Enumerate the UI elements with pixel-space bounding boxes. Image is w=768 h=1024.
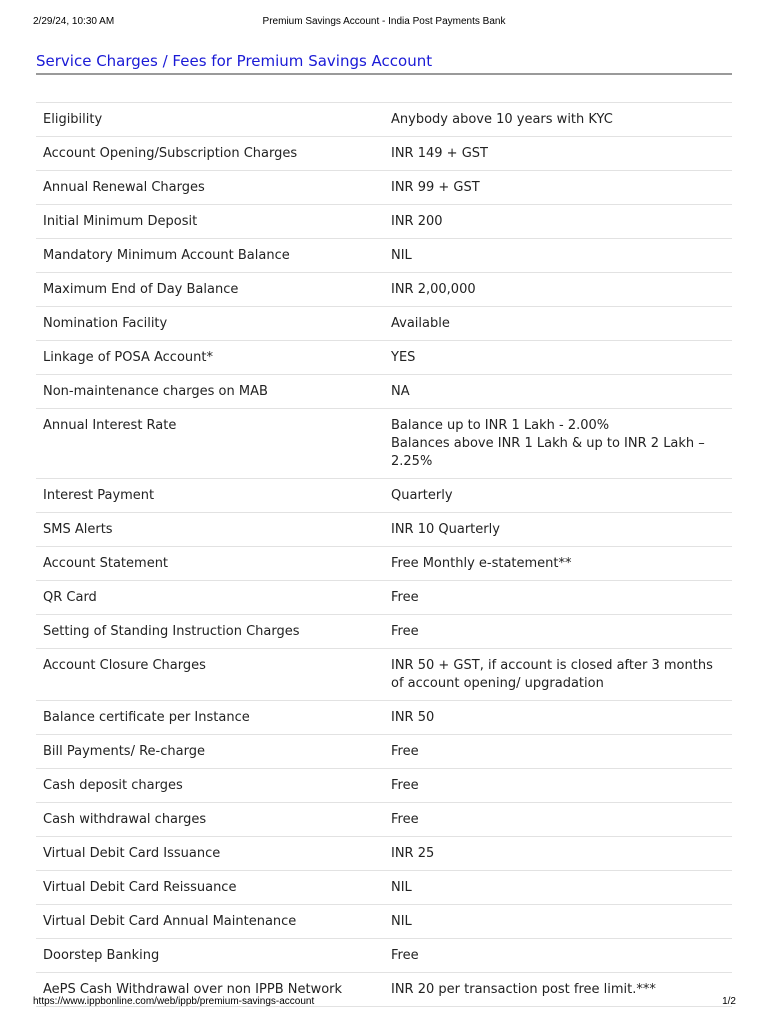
row-value-line: INR 200 [391, 214, 443, 229]
row-value-line: INR 50 [391, 710, 435, 725]
row-value-line: Balance up to INR 1 Lakh - 2.00% [391, 418, 610, 433]
row-value-line: Anybody above 10 years with KYC [391, 112, 613, 127]
row-value [384, 103, 732, 137]
row-value [384, 649, 732, 701]
row-label: Nomination Facility [36, 307, 384, 341]
row-value-line: Free [391, 744, 419, 759]
row-value-line: NIL [391, 248, 412, 263]
row-label: AePS Cash Withdrawal over non IPPB Network [36, 973, 384, 1007]
table-row [36, 409, 732, 479]
table-row [36, 701, 732, 735]
row-value [384, 137, 732, 171]
row-label: Eligibility [36, 103, 384, 137]
table-row [36, 803, 732, 837]
row-value [384, 205, 732, 239]
table-row [36, 307, 732, 341]
table-row [36, 513, 732, 547]
table-row [36, 103, 732, 137]
row-label: Bill Payments/ Re-charge [36, 735, 384, 769]
row-value-line: NIL [391, 914, 412, 929]
row-label: Cash deposit charges [36, 769, 384, 803]
row-label: Maximum End of Day Balance [36, 273, 384, 307]
table-row [36, 735, 732, 769]
row-value [384, 547, 732, 581]
row-value [384, 409, 732, 479]
table-row [36, 239, 732, 273]
row-value-line: Free [391, 812, 419, 827]
table-row [36, 939, 732, 973]
table-row [36, 581, 732, 615]
row-value-line: INR 20 per transaction post free limit.*** [391, 982, 656, 997]
table-row [36, 205, 732, 239]
row-label: Account Closure Charges [36, 649, 384, 701]
table-row [36, 905, 732, 939]
table-row [36, 479, 732, 513]
row-value-line: Free [391, 624, 419, 639]
row-label: Doorstep Banking [36, 939, 384, 973]
row-value [384, 837, 732, 871]
row-label: Non-maintenance charges on MAB [36, 375, 384, 409]
row-label: SMS Alerts [36, 513, 384, 547]
row-label: Interest Payment [36, 479, 384, 513]
row-value [384, 905, 732, 939]
row-value [384, 375, 732, 409]
row-value-line: Free [391, 590, 419, 605]
row-value [384, 273, 732, 307]
row-label: Cash withdrawal charges [36, 803, 384, 837]
row-value [384, 803, 732, 837]
table-row [36, 769, 732, 803]
table-row [36, 837, 732, 871]
row-label: Virtual Debit Card Issuance [36, 837, 384, 871]
row-label: Initial Minimum Deposit [36, 205, 384, 239]
row-value-line: Available [391, 316, 450, 331]
table-row [36, 649, 732, 701]
row-value-line: INR 2,00,000 [391, 282, 476, 297]
row-value-line: INR 25 [391, 846, 435, 861]
row-value-line: Quarterly [391, 488, 453, 503]
table-row [36, 871, 732, 905]
row-value-line: NIL [391, 880, 412, 895]
table-row [36, 137, 732, 171]
row-value [384, 239, 732, 273]
table-row [36, 547, 732, 581]
table-row [36, 375, 732, 409]
row-value [384, 581, 732, 615]
row-value-line: Free [391, 948, 419, 963]
table-row [36, 273, 732, 307]
table-row [36, 615, 732, 649]
row-value [384, 479, 732, 513]
row-value-line: INR 99 + GST [391, 180, 480, 195]
row-value-line: INR 149 + GST [391, 146, 488, 161]
row-value-line: NA [391, 384, 410, 399]
row-value [384, 735, 732, 769]
row-label: Setting of Standing Instruction Charges [36, 615, 384, 649]
row-value [384, 871, 732, 905]
print-header [0, 16, 768, 30]
row-value [384, 701, 732, 735]
row-value [384, 171, 732, 205]
row-label: Virtual Debit Card Reissuance [36, 871, 384, 905]
table-row [36, 171, 732, 205]
row-value [384, 307, 732, 341]
print-datetime: 2/29/24, 10:30 AM [33, 16, 115, 27]
row-label: Linkage of POSA Account* [36, 341, 384, 375]
row-value-line: Free Monthly e-statement** [391, 556, 572, 571]
row-label: Virtual Debit Card Annual Maintenance [36, 905, 384, 939]
row-value [384, 769, 732, 803]
print-page-title: Premium Savings Account - India Post Payments Bank [262, 16, 506, 27]
row-value-line: YES [391, 350, 416, 365]
section-title: Service Charges / Fees for Premium Savings Account [36, 52, 732, 75]
row-value-line: Free [391, 778, 419, 793]
row-value [384, 615, 732, 649]
row-label: Annual Interest Rate [36, 409, 384, 479]
row-value-line: INR 10 Quarterly [391, 522, 500, 537]
page-number: 1/2 [722, 996, 736, 1007]
row-value-line: INR 50 + GST, if account is closed after 3 months of account opening/ upgradation [391, 658, 713, 691]
row-label: Balance certificate per Instance [36, 701, 384, 735]
row-label: Mandatory Minimum Account Balance [36, 239, 384, 273]
table-row [36, 341, 732, 375]
row-label: Account Statement [36, 547, 384, 581]
row-label: Account Opening/Subscription Charges [36, 137, 384, 171]
row-label: Annual Renewal Charges [36, 171, 384, 205]
row-value [384, 513, 732, 547]
row-value-line: Balances above INR 1 Lakh & up to INR 2 Lakh – 2.25% [391, 436, 705, 469]
fees-table-body [36, 103, 732, 1007]
row-value [384, 341, 732, 375]
print-footer [0, 996, 768, 1010]
fees-table [36, 102, 732, 1007]
print-url: https://www.ippbonline.com/web/ippb/premium-savings-account [33, 996, 315, 1007]
row-label: QR Card [36, 581, 384, 615]
row-value [384, 939, 732, 973]
